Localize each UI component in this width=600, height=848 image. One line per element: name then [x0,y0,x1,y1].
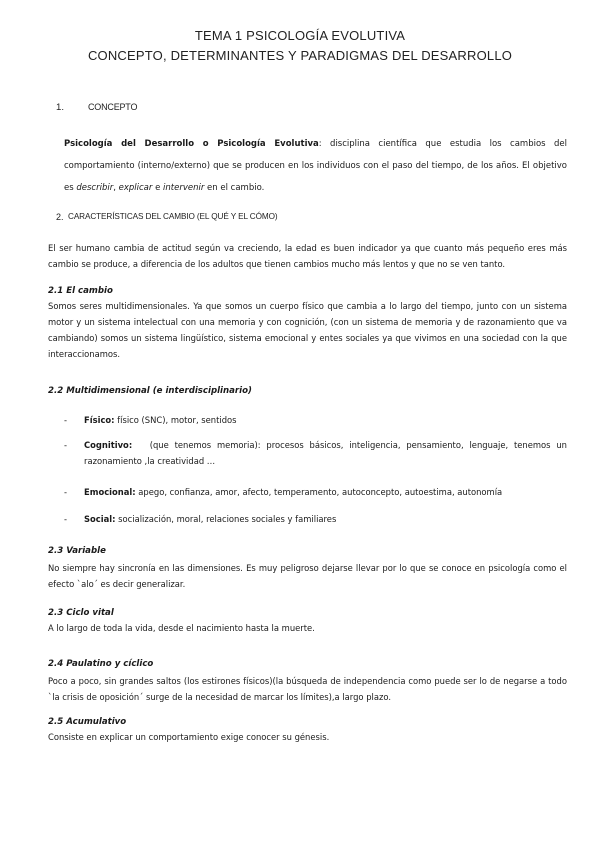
list-item-cognitivo [64,437,570,469]
subsection-ciclo-vital-title: 2.3 Ciclo vital [48,608,114,618]
subsection-2-1-text: Somos seres multidimensionales. Ya que somos un cuerpo físico que cambia a lo largo del tiempo, junto con un sistema motor y un sistema intelectual con una memoria y con cognición, (con un sistema de memoria y de razonamiento que va cambiando) somos un sistema lingüístico, sistema emocional y entes sociales ya que vivimos en una sociedad con la que interaccionamos. [48,301,567,359]
list-dash: - [64,514,68,524]
section1-number: 1. [56,102,65,113]
subsection-2-2-title: 2.2 Multidimensional (e interdisciplinario) [48,386,252,396]
concept-end: en el cambio. [204,183,265,193]
list-label: Cognitivo: [84,440,133,450]
list-text: (que tenemos memoria): procesos básicos, inteligencia, pensamiento, lenguaje, tenemos un razonamiento ,la creatividad … [84,440,570,466]
section2-intro: El ser humano cambia de actitud según va creciendo, la edad es buen indicador ya que cuanto más pequeño eres más cambio se produce, a diferencia de los adultos que tienen cambios mucho más lentos y que no se ven tanto. [48,243,567,269]
list-text: físico (SNC), motor, sentidos [114,415,237,425]
subsection-2-3-title: 2.3 Variable [48,546,106,556]
section1-heading: CONCEPTO [88,102,138,112]
subsection-2-5-text: Consiste en explicar un comportamiento exige conocer su génesis. [48,732,330,742]
list-label: Físico: [84,415,115,425]
list-dash: - [64,440,68,450]
subsection-2-1-title: 2.1 El cambio [48,286,113,296]
subsection-2-3-text: No siempre hay sincronía en las dimensiones. Es muy peligroso dejarse llevar por lo que se conoce en psicología como el efecto `alo´ es decir generalizar. [48,563,567,589]
verb-explicar: explicar [118,183,153,193]
conjunction: e [152,183,164,193]
list-label: Social: [84,514,116,524]
list-text: apego, confianza, amor, afecto, temperamento, autoconcepto, autoestima, autonomía [135,487,503,497]
list-item-fisico [64,412,567,428]
comma: , [113,183,119,193]
list-dash: - [64,415,68,425]
document-title: TEMA 1 PSICOLOGÍA EVOLUTIVA [194,28,406,43]
section2-number: 2. [56,212,64,222]
subsection-2-4-title: 2.4 Paulatino y cíclico [48,659,154,669]
list-item-social [64,511,567,527]
document-subtitle: CONCEPTO, DETERMINANTES Y PARADIGMAS DEL DESARROLLO [87,48,513,63]
list-item-emocional [64,484,567,500]
concept-term: Psicología del Desarrollo o Psicología Evolutiva [64,139,319,149]
concept-definition: : disciplina científica que estudia los cambios del comportamiento (interno/externo) que se producen en los individuos con el paso del tiempo, de los años. El objetivo es [64,139,567,193]
list-dash: - [64,487,68,497]
verb-describir: describir [76,183,114,193]
subsection-2-5-title: 2.5 Acumulativo [48,717,127,727]
subsection-ciclo-vital-text: A lo largo de toda la vida, desde el nacimiento hasta la muerte. [48,623,315,633]
section2-heading: CARACTERÍSTICAS DEL CAMBIO (EL QUÉ Y EL CÓMO) [68,212,278,221]
verb-intervenir: intervenir [163,183,205,193]
concept-paragraph [64,133,567,199]
list-label: Emocional: [84,487,136,497]
subsection-2-4-text: Poco a poco, sin grandes saltos (los estirones físicos)(la búsqueda de independencia como puede ser lo de negarse a todo `la crisis de oposición´ surge de la necesidad de marcar los límites),a largo plazo. [48,676,567,702]
list-text: socialización, moral, relaciones sociales y familiares [115,514,337,524]
